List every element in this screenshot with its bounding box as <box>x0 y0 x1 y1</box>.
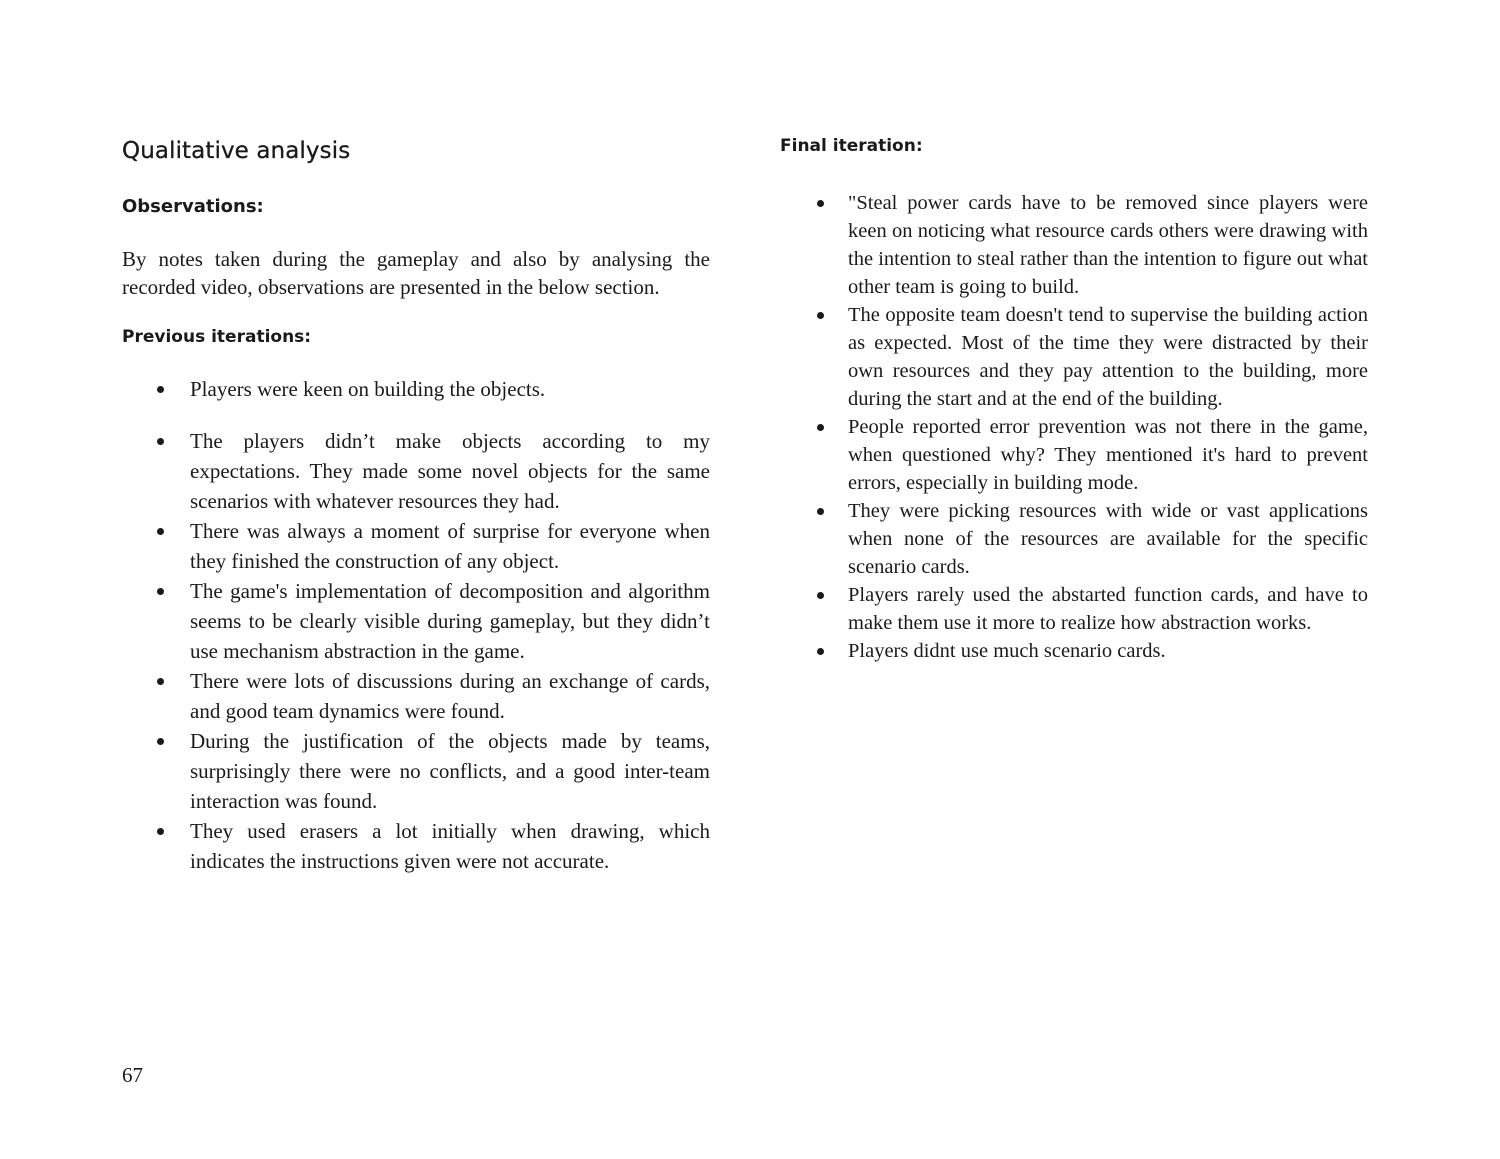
right-column <box>780 136 1368 665</box>
list-item <box>780 413 1368 497</box>
bullet-icon <box>157 386 164 393</box>
list-item <box>780 637 1368 665</box>
bullet-icon <box>157 678 164 685</box>
observations-heading: Observations: <box>122 196 264 217</box>
list-item-text: The game's implementation of decomposition and algorithm seems to be clearly visible during gameplay, but they didn’t use mechanism abstraction in the game. <box>190 579 710 663</box>
list-item-text: Players rarely used the abstarted function cards, and have to make them use it more to realize how abstraction works. <box>848 584 1368 634</box>
list-item <box>122 516 710 576</box>
list-item-text: The opposite team doesn't tend to supervise the building action as expected. Most of the time they were distracted by their own resources and they pay attention to the building, more during the start and at the end of the building. <box>848 304 1368 410</box>
list-item <box>122 666 710 726</box>
list-item <box>122 426 710 516</box>
list-item-text: They were picking resources with wide or vast applications when none of the resources are available for the specific scenario cards. <box>848 500 1368 578</box>
page-number: 67 <box>122 1063 143 1087</box>
list-item-text: "Steal power cards have to be removed since players were keen on noticing what resource cards others were drawing with the intention to steal rather than the intention to figure out what other team is going to build. <box>848 192 1368 298</box>
list-item <box>122 576 710 666</box>
bullet-icon <box>157 438 164 445</box>
bullet-icon <box>817 312 824 319</box>
list-item <box>780 497 1368 581</box>
list-item-text: Players were keen on building the objects. <box>190 377 546 401</box>
list-item-text: Players didnt use much scenario cards. <box>848 640 1166 662</box>
left-column <box>122 138 710 876</box>
bullet-icon <box>157 588 164 595</box>
list-item <box>780 301 1368 413</box>
list-item <box>122 374 710 404</box>
section-title: Qualitative analysis <box>122 138 351 164</box>
previous-iterations-list <box>122 374 710 876</box>
list-item <box>780 581 1368 637</box>
final-iteration-heading: Final iteration: <box>780 136 923 156</box>
list-item-text: The players didn’t make objects according to my expectations. They made some novel objects for the same scenarios with whatever resources they had. <box>190 429 710 513</box>
list-item-text: They used erasers a lot initially when drawing, which indicates the instructions given were not accurate. <box>190 819 710 873</box>
bullet-icon <box>817 424 824 431</box>
final-iteration-list <box>780 189 1368 665</box>
list-item-text: During the justification of the objects made by teams, surprisingly there were no conflicts, and a good inter-team interaction was found. <box>190 729 710 813</box>
bullet-icon <box>157 738 164 745</box>
bullet-icon <box>817 648 824 655</box>
list-item <box>122 726 710 816</box>
bullet-icon <box>157 828 164 835</box>
bullet-icon <box>157 528 164 535</box>
previous-iterations-heading: Previous iterations: <box>122 327 312 347</box>
list-item-text: People reported error prevention was not there in the game, when questioned why? They mentioned it's hard to prevent errors, especially in building mode. <box>848 416 1368 494</box>
list-item-text: There were lots of discussions during an exchange of cards, and good team dynamics were found. <box>190 669 710 723</box>
bullet-icon <box>817 592 824 599</box>
bullet-icon <box>817 508 824 515</box>
intro-paragraph: By notes taken during the gameplay and also by analysing the recorded video, observations are presented in the below section. <box>122 247 710 299</box>
list-item-text: There was always a moment of surprise for everyone when they finished the construction of any object. <box>190 519 710 573</box>
bullet-icon <box>817 200 824 207</box>
list-item <box>122 816 710 876</box>
list-item <box>780 189 1368 301</box>
